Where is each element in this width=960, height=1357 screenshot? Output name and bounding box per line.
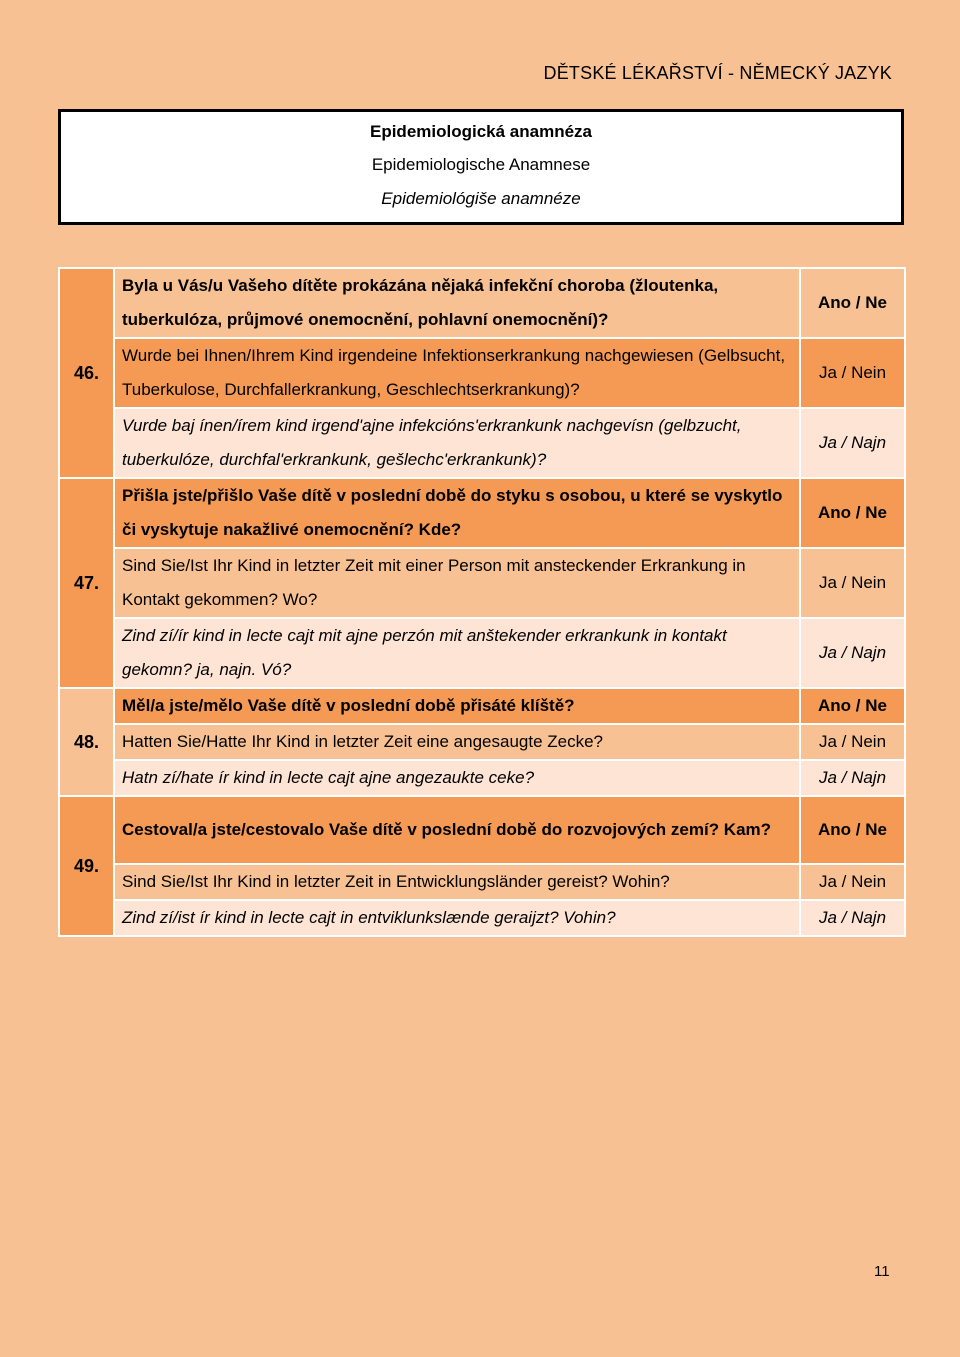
answer-options-de: Ja / Nein xyxy=(800,724,905,760)
question-number: 49. xyxy=(59,796,114,936)
answer-options-de: Ja / Nein xyxy=(800,338,905,408)
question-text-phonetic: Zind zí/ist ír kind in lecte cajt in entviklunkslænde geraijzt? Vohin? xyxy=(114,900,800,936)
question-row-phonetic xyxy=(59,900,905,936)
answer-options-cz: Ano / Ne xyxy=(800,478,905,548)
question-text-de: Wurde bei Ihnen/Ihrem Kind irgendeine Infektionserkrankung nachgewiesen (Gelbsucht, Tuberkulose, Durchfallerkrankung, Geschlechtserkrankung)? xyxy=(114,338,800,408)
question-row-de xyxy=(59,724,905,760)
section-title-phonetic: Epidemiológiše anamnéze xyxy=(381,189,581,208)
answer-options-de: Ja / Nein xyxy=(800,864,905,900)
question-row-de xyxy=(59,338,905,408)
question-text-phonetic: Vurde baj ínen/írem kind irgend'ajne infekcións'erkrankunk nachgevísn (gelbzucht, tuberkulóze, durchfal'erkrankunk, gešlechc'erkrankunk)? xyxy=(114,408,800,478)
question-row-cz xyxy=(59,796,905,864)
question-row-phonetic xyxy=(59,760,905,796)
question-row-de xyxy=(59,864,905,900)
answer-options-cz: Ano / Ne xyxy=(800,688,905,724)
question-text-phonetic: Zind zí/ír kind in lecte cajt mit ajne perzón mit anštekender erkrankunk in kontakt gekomn? ja, najn. Vó? xyxy=(114,618,800,688)
question-row-phonetic xyxy=(59,618,905,688)
section-title-cz: Epidemiologická anamnéza xyxy=(369,122,592,141)
question-text-cz: Měl/a jste/mělo Vaše dítě v poslední době přisáté klíště? xyxy=(114,688,800,724)
question-text-de: Sind Sie/Ist Ihr Kind in letzter Zeit in Entwicklungsländer gereist? Wohin? xyxy=(114,864,800,900)
section-title-de: Epidemiologische Anamnese xyxy=(371,155,591,174)
question-text-cz: Přišla jste/přišlo Vaše dítě v poslední době do styku s osobou, u které se vyskytlo či vyskytuje nakažlivé onemocnění? Kde? xyxy=(114,478,800,548)
answer-options-phonetic: Ja / Najn xyxy=(800,900,905,936)
answer-options-cz: Ano / Ne xyxy=(800,796,905,864)
page-header: DĚTSKÉ LÉKAŘSTVÍ - NĚMECKÝ JAZYK xyxy=(543,63,892,83)
question-text-phonetic: Hatn zí/hate ír kind in lecte cajt ajne angezaukte ceke? xyxy=(114,760,800,796)
answer-options-phonetic: Ja / Najn xyxy=(800,760,905,796)
question-text-cz: Cestoval/a jste/cestovalo Vaše dítě v poslední době do rozvojových zemí? Kam? xyxy=(114,796,800,864)
question-row-cz xyxy=(59,268,905,338)
question-text-cz: Byla u Vás/u Vašeho dítěte prokázána nějaká infekční choroba (žloutenka, tuberkulóza, průjmové onemocnění, pohlavní onemocnění)? xyxy=(114,268,800,338)
question-row-de xyxy=(59,548,905,618)
question-row-cz xyxy=(59,478,905,548)
page-number: 11 xyxy=(874,1263,890,1280)
question-row-phonetic xyxy=(59,408,905,478)
section-title-box xyxy=(58,109,904,225)
answer-options-phonetic: Ja / Najn xyxy=(800,618,905,688)
question-text-de: Sind Sie/Ist Ihr Kind in letzter Zeit mit einer Person mit ansteckender Erkrankung in Kontakt gekommen? Wo? xyxy=(114,548,800,618)
answer-options-phonetic: Ja / Najn xyxy=(800,408,905,478)
question-number: 48. xyxy=(59,688,114,796)
question-number: 46. xyxy=(59,268,114,478)
questions-table xyxy=(58,267,906,937)
question-row-cz xyxy=(59,688,905,724)
question-text-de: Hatten Sie/Hatte Ihr Kind in letzter Zeit eine angesaugte Zecke? xyxy=(114,724,800,760)
question-number: 47. xyxy=(59,478,114,688)
answer-options-cz: Ano / Ne xyxy=(800,268,905,338)
answer-options-de: Ja / Nein xyxy=(800,548,905,618)
